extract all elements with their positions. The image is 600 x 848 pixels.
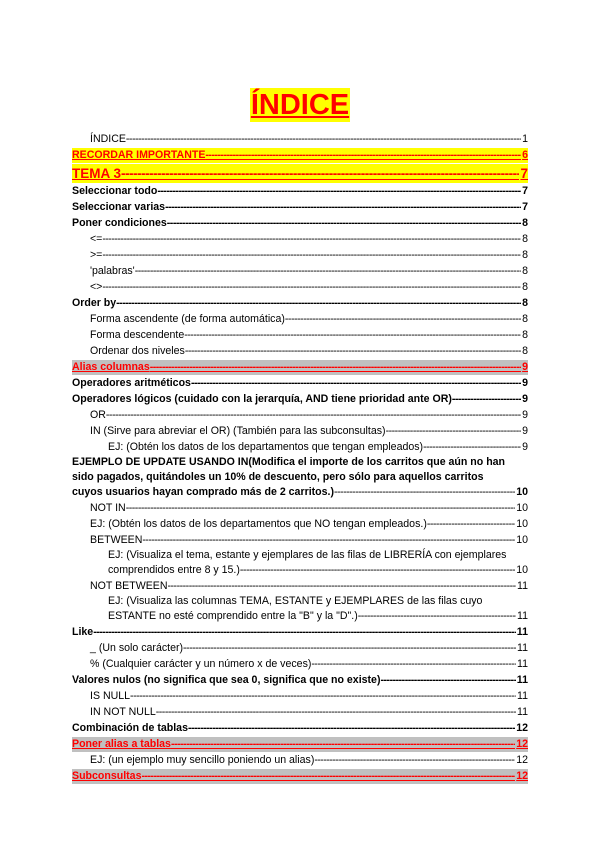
toc-leader xyxy=(121,164,519,183)
toc-leader xyxy=(102,280,521,295)
toc-page-number: 9 xyxy=(522,361,528,373)
toc-page-number: 8 xyxy=(522,233,528,245)
toc-page-number: 7 xyxy=(520,166,528,181)
toc-entry[interactable] xyxy=(72,327,528,343)
toc-leader xyxy=(191,376,521,391)
toc-entry[interactable] xyxy=(72,231,528,247)
toc-page-number: 9 xyxy=(522,425,528,437)
toc-page-number: 8 xyxy=(522,313,528,325)
toc-entry-text: ÍNDICE xyxy=(90,133,126,145)
toc-entry[interactable] xyxy=(72,199,528,215)
toc-entry[interactable] xyxy=(72,736,528,752)
toc-leader xyxy=(452,392,521,407)
toc-entry-text: IN (Sirve para abreviar el OR) (También para las subconsultas) xyxy=(90,425,386,437)
toc-page-number: 9 xyxy=(522,409,528,421)
toc-entry-text: Alias columnas xyxy=(72,361,150,373)
toc-page-number: 10 xyxy=(516,534,528,546)
toc-entry[interactable] xyxy=(72,594,528,624)
toc-page-number: 12 xyxy=(516,722,528,734)
toc-entry-text: <> xyxy=(90,281,103,293)
toc-entry-text: Ordenar dos niveles xyxy=(90,345,185,357)
toc-entry[interactable] xyxy=(72,215,528,231)
toc-entry-text: >= xyxy=(90,249,103,261)
toc-leader xyxy=(102,232,521,247)
toc-entry[interactable] xyxy=(72,263,528,279)
toc-entry-text: NOT BETWEEN xyxy=(90,580,168,592)
toc-entry-text: Forma descendente xyxy=(90,329,185,341)
toc-entry-text: IN NOT NULL xyxy=(90,706,156,718)
toc-entry[interactable] xyxy=(72,624,528,640)
toc-entry-text: cuyos usuarios hayan comprado más de 2 carritos.) xyxy=(72,486,334,498)
toc-page-number: 10 xyxy=(516,502,528,514)
page-title: ÍNDICE xyxy=(250,89,350,121)
toc-leader xyxy=(423,440,521,455)
toc-leader xyxy=(171,737,515,752)
toc-entry-text: Valores nulos (no significa que sea 0, significa que no existe) xyxy=(72,674,381,686)
toc-page-number: 12 xyxy=(516,770,528,782)
toc-leader xyxy=(150,360,521,375)
toc-entry[interactable] xyxy=(72,532,528,548)
toc-entry[interactable] xyxy=(72,688,528,704)
toc-entry-text: Order by xyxy=(72,297,117,309)
toc-entry-text: comprendidos entre 8 y 15.) xyxy=(108,564,240,576)
toc-leader xyxy=(205,148,521,163)
toc-page-number: 12 xyxy=(516,738,528,750)
toc-entry-text: Seleccionar varias xyxy=(72,201,166,213)
title-wrap xyxy=(0,88,600,122)
toc-page-number: 8 xyxy=(522,265,528,277)
toc-entry[interactable] xyxy=(72,247,528,263)
toc-entry[interactable] xyxy=(72,375,528,391)
toc-leader xyxy=(188,721,515,736)
toc-entry[interactable] xyxy=(72,391,528,407)
toc-entry-text: 'palabras' xyxy=(90,265,135,277)
toc-entry[interactable] xyxy=(72,720,528,736)
toc-leader xyxy=(102,248,521,263)
toc-leader xyxy=(106,408,521,423)
toc-entry[interactable] xyxy=(72,295,528,311)
toc-entry[interactable] xyxy=(72,163,528,183)
toc-page-number: 11 xyxy=(517,658,528,670)
toc-leader xyxy=(141,769,515,784)
toc-leader xyxy=(427,517,515,532)
toc-entry[interactable] xyxy=(72,578,528,594)
toc-leader xyxy=(314,753,515,768)
toc-entry-text: Like xyxy=(72,626,94,638)
toc-leader xyxy=(130,689,516,704)
toc-leader xyxy=(135,264,521,279)
toc-entry-text: Operadores aritméticos xyxy=(72,377,191,389)
toc-entry-text: EJ: (Obtén los datos de los departamentos que tengan empleados) xyxy=(108,441,424,453)
toc-leader xyxy=(165,200,521,215)
toc-page-number: 7 xyxy=(522,185,528,197)
toc-entry[interactable] xyxy=(72,439,528,455)
toc-page-number: 1 xyxy=(522,133,528,145)
toc-leader xyxy=(183,641,516,656)
toc-leader xyxy=(126,132,521,147)
toc-entry[interactable] xyxy=(72,704,528,720)
toc-leader xyxy=(185,344,521,359)
toc-entry[interactable] xyxy=(72,423,528,439)
toc-leader xyxy=(167,216,521,231)
toc-page-number: 8 xyxy=(522,249,528,261)
toc-leader xyxy=(358,609,516,624)
toc-leader xyxy=(184,328,521,343)
toc-leader xyxy=(311,657,516,672)
toc-entry-text: IS NULL xyxy=(90,690,131,702)
toc-leader xyxy=(156,705,516,720)
toc-page-number: 12 xyxy=(516,754,528,766)
toc-page-number: 11 xyxy=(517,706,528,718)
toc-entry-text: Operadores lógicos (cuidado con la jerarquía, AND tiene prioridad ante OR) xyxy=(72,393,452,405)
toc-page-number: 11 xyxy=(517,642,528,654)
toc-page-number: 11 xyxy=(517,610,528,622)
toc-entry[interactable] xyxy=(72,407,528,423)
toc-leader xyxy=(116,296,521,311)
toc-entry[interactable] xyxy=(72,516,528,532)
toc-entry-text: Poner condiciones xyxy=(72,217,167,229)
toc-leader xyxy=(380,673,515,688)
toc-leader xyxy=(126,501,515,516)
toc-entry[interactable] xyxy=(72,672,528,688)
toc-leader xyxy=(168,579,517,594)
toc-leader xyxy=(386,424,522,439)
toc-page-number: 10 xyxy=(516,486,528,498)
toc-page-number: 10 xyxy=(516,564,528,576)
toc-entry-text: TEMA 3 xyxy=(72,166,122,181)
toc-page-number: 8 xyxy=(522,345,528,357)
toc-entry[interactable] xyxy=(72,131,528,147)
toc-entry-text: Subconsultas xyxy=(72,770,142,782)
toc-entry-text: Forma ascendente (de forma automática) xyxy=(90,313,285,325)
toc-leader xyxy=(334,485,515,500)
toc-entry-text: Combinación de tablas xyxy=(72,722,188,734)
toc-entry[interactable] xyxy=(72,640,528,656)
toc-page-number: 8 xyxy=(522,281,528,293)
toc-entry-text: EJ: (Visualiza el tema, estante y ejemplares de las filas de LIBRERÍA con ejemplares xyxy=(108,549,507,561)
toc-entry[interactable] xyxy=(72,548,528,578)
toc-page-number: 10 xyxy=(516,518,528,530)
toc-page-number: 11 xyxy=(517,580,528,592)
toc-entry-text: RECORDAR IMPORTANTE xyxy=(72,149,206,161)
toc-entry[interactable] xyxy=(72,147,528,163)
toc-leader xyxy=(142,533,515,548)
toc-entry[interactable] xyxy=(72,455,528,500)
toc-page-number: 9 xyxy=(522,441,528,453)
toc-entry-text: Seleccionar todo xyxy=(72,185,158,197)
toc-entry[interactable] xyxy=(72,500,528,516)
toc-entry-text: NOT IN xyxy=(90,502,126,514)
toc-leader xyxy=(93,625,516,640)
toc-entry-text: EJ: (Visualiza las columnas TEMA, ESTANTE y EJEMPLARES de las filas cuyo xyxy=(108,595,483,607)
toc-page-number: 11 xyxy=(516,674,528,686)
toc-entry[interactable] xyxy=(72,656,528,672)
toc-entry[interactable] xyxy=(72,359,528,375)
toc-entry[interactable] xyxy=(72,752,528,768)
toc-entry[interactable] xyxy=(72,768,528,784)
toc-page-number: 9 xyxy=(522,377,528,389)
toc-page-number: 9 xyxy=(522,393,528,405)
toc-leader xyxy=(285,312,521,327)
toc-entry-text: % (Cualquier carácter y un número x de veces) xyxy=(90,658,312,670)
toc-page-number: 11 xyxy=(516,626,528,638)
toc-page-number: 7 xyxy=(522,201,528,213)
toc-page-number: 6 xyxy=(522,149,528,161)
toc-entry-text: BETWEEN xyxy=(90,534,143,546)
toc-entry[interactable] xyxy=(72,343,528,359)
toc-page-number: 8 xyxy=(522,297,528,309)
toc-entry[interactable] xyxy=(72,279,528,295)
toc-page-number: 8 xyxy=(522,329,528,341)
toc-entry-text: <= xyxy=(90,233,103,245)
toc-entry-text: EJ: (Obtén los datos de los departamentos que NO tengan empleados.) xyxy=(90,518,427,530)
toc-page-number: 11 xyxy=(517,690,528,702)
toc-entry-text: ESTANTE no esté comprendido entre la "B" y la "D".) xyxy=(108,610,358,622)
toc-page-number: 8 xyxy=(522,217,528,229)
table-of-contents xyxy=(72,131,528,784)
toc-entry-text: _ (Un solo carácter) xyxy=(90,642,184,654)
toc-entry[interactable] xyxy=(72,311,528,327)
toc-entry-text: EJ: (un ejemplo muy sencillo poniendo un alias) xyxy=(90,754,315,766)
toc-entry-text: Poner alias a tablas xyxy=(72,738,171,750)
toc-leader xyxy=(240,563,515,578)
toc-leader xyxy=(157,184,521,199)
toc-entry-text: OR xyxy=(90,409,106,421)
toc-entry-text: sido pagados, quitándoles un 10% de descuento, pero sólo para aquellos carritos xyxy=(72,471,484,483)
toc-entry[interactable] xyxy=(72,183,528,199)
toc-entry-text: EJEMPLO DE UPDATE USANDO IN(Modifica el importe de los carritos que aún no han xyxy=(72,456,506,468)
